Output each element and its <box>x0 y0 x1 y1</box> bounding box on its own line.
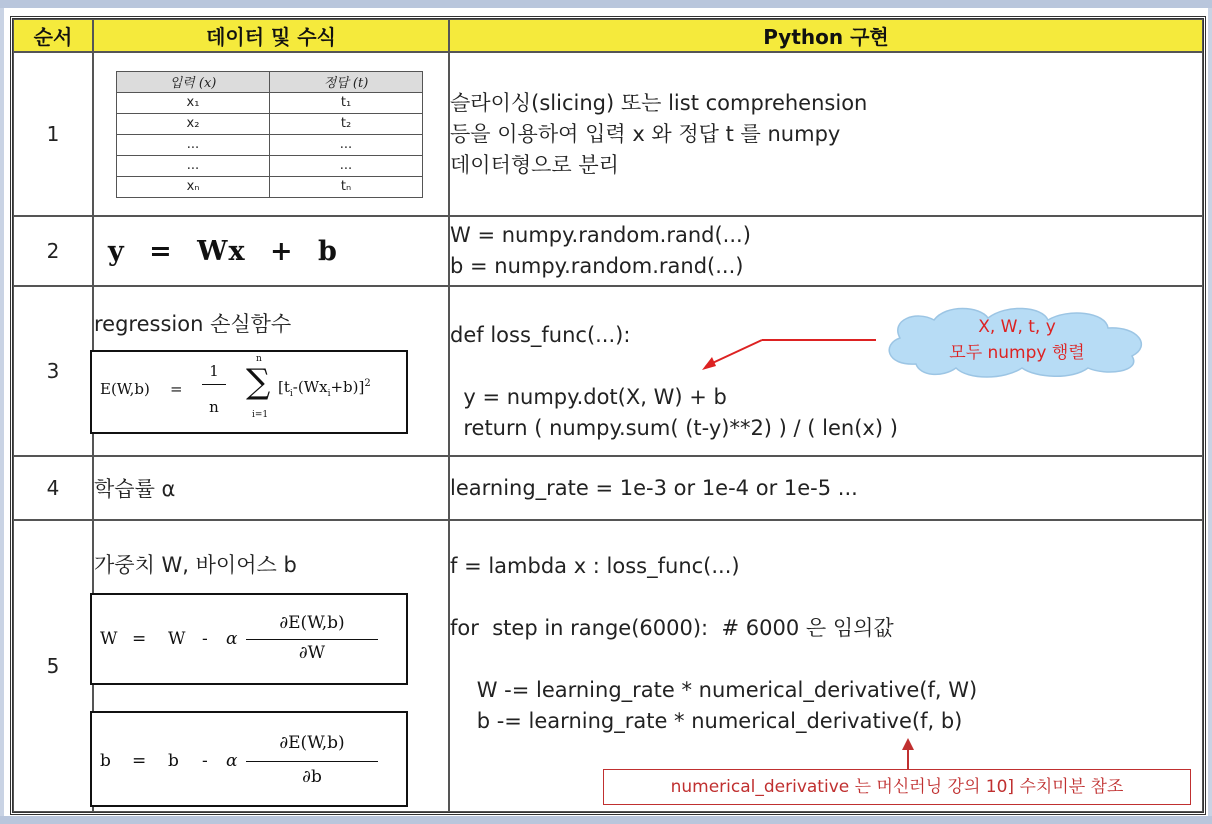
code-line: W -= learning_rate * numerical_derivative(f, W) <box>450 678 978 702</box>
formula-wx: Wx <box>197 235 246 267</box>
window-top-border <box>0 0 1212 8</box>
header-order: 순서 <box>13 19 93 52</box>
code-line: f = lambda x : loss_func(...) <box>450 554 740 578</box>
cell: x₂ <box>117 113 270 134</box>
formula-y: y <box>108 235 125 267</box>
cloud-callout <box>876 304 1158 378</box>
target-header: 정답 (t) <box>270 71 423 92</box>
code-line: y = numpy.dot(X, W) + b <box>450 385 727 409</box>
w-numerator: ∂E(W,b) <box>279 613 345 633</box>
b-b: b <box>168 751 179 771</box>
cell: ... <box>270 155 423 176</box>
loss-eq: = <box>170 380 183 398</box>
b-minus: - <box>202 751 208 771</box>
note-arrowhead-icon <box>902 738 914 750</box>
formula-label: regression 손실함수 <box>94 312 292 336</box>
w-minus: - <box>202 629 208 649</box>
cell: ... <box>270 134 423 155</box>
code-line: b = numpy.random.rand(...) <box>450 254 744 278</box>
code-line: b -= learning_rate * numerical_derivative(f, b) <box>450 709 963 733</box>
formula-plus: + <box>269 235 294 267</box>
code-line: for step in range(6000): # 6000 은 임의값 <box>450 616 894 640</box>
code-line: 데이터형으로 분리 <box>450 152 619 177</box>
header-data-formula: 데이터 및 수식 <box>93 19 449 52</box>
code-line: def loss_func(...): <box>450 323 631 347</box>
code-line: 슬라이싱(slicing) 또는 list comprehension <box>450 90 868 115</box>
weight-bias-label: 가중치 W, 바이어스 b <box>94 553 297 577</box>
formula-b: b <box>318 235 338 267</box>
cell: tₙ <box>270 176 423 197</box>
sum-icon: ∑ <box>246 362 271 402</box>
cell: xₙ <box>117 176 270 197</box>
cell: ... <box>117 134 270 155</box>
input-header: 입력 (x) <box>117 71 270 92</box>
formula-eq: = <box>149 235 173 267</box>
sum-bottom: i=1 <box>252 410 269 420</box>
cloud-line: X, W, t, y <box>978 317 1056 337</box>
window-bottom-border <box>0 816 1212 824</box>
loss-n: n <box>209 398 219 416</box>
row-number: 5 <box>13 520 93 812</box>
row-number: 4 <box>13 456 93 520</box>
row-number: 3 <box>13 286 93 456</box>
document-page <box>4 8 1208 816</box>
w-eq: = <box>132 629 147 649</box>
loss-lhs: E(W,b) <box>100 380 150 398</box>
cloud-arrow-line <box>706 340 762 366</box>
cell: t₂ <box>270 113 423 134</box>
row-number: 1 <box>13 52 93 216</box>
w-denominator: ∂W <box>298 643 326 663</box>
b-numerator: ∂E(W,b) <box>279 733 345 753</box>
code-line: return ( numpy.sum( (t-y)**2) ) / ( len(x) ) <box>450 416 898 440</box>
b-lhs: b <box>100 751 111 771</box>
code-line: W = numpy.random.rand(...) <box>450 223 751 247</box>
b-eq: = <box>132 751 147 771</box>
annotation-overlay <box>4 8 1208 816</box>
code-line: learning_rate = 1e-3 or 1e-4 or 1e-5 ... <box>450 475 858 500</box>
b-denominator: ∂b <box>302 767 322 787</box>
w-lhs: W <box>100 629 118 649</box>
cell: ... <box>117 155 270 176</box>
code-line: 등을 이용하여 입력 x 와 정답 t 를 numpy <box>450 121 841 146</box>
sum-top: n <box>256 354 262 364</box>
w-w: W <box>168 629 186 649</box>
b-alpha: α <box>226 751 238 771</box>
cloud-arrowhead-icon <box>702 357 716 370</box>
cell: t₁ <box>270 92 423 113</box>
w-alpha: α <box>226 629 238 649</box>
row-number: 2 <box>13 216 93 286</box>
header-python: Python 구현 <box>449 19 1203 52</box>
reference-note: numerical_derivative 는 머신러닝 강의 10] 수치미분 참조 <box>603 769 1191 805</box>
loss-one: 1 <box>209 362 219 380</box>
cell: x₁ <box>117 92 270 113</box>
cloud-line: 모두 numpy 행렬 <box>949 343 1085 363</box>
loss-body: $[t_i-(Wx_i+b)]^2$ <box>278 378 371 399</box>
learning-rate-label: 학습률 α <box>93 456 449 520</box>
